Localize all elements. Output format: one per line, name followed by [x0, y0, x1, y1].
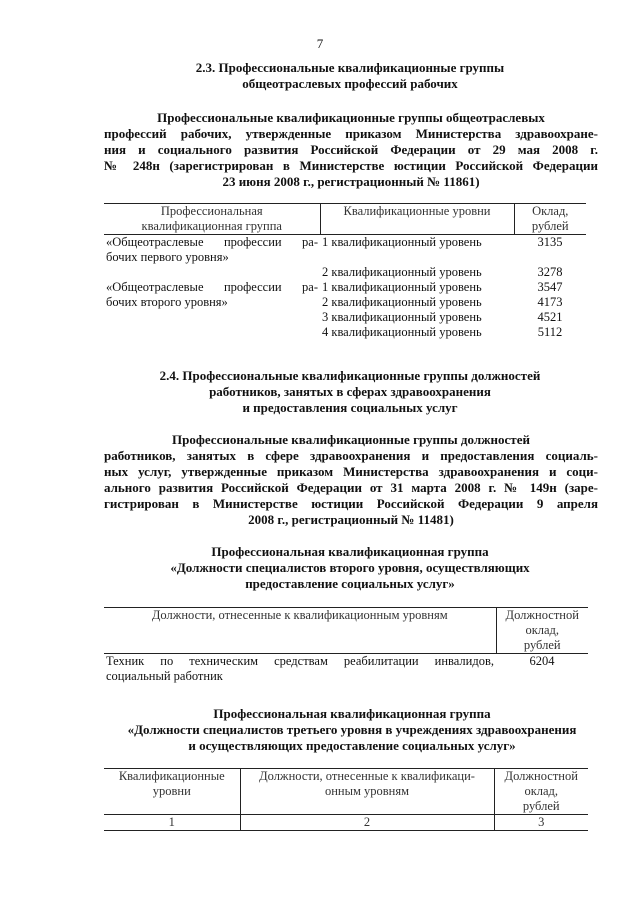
salary-cell: 3547	[537, 280, 563, 294]
paragraph-line: работников, занятых в сфере здравоохранения и предоставления социаль-	[104, 448, 598, 463]
salary-cell: 3278	[537, 265, 563, 279]
title-line: «Должности специалистов третьего уровня в учреждениях здравоохранения	[127, 722, 577, 737]
table-header-row	[104, 608, 588, 654]
paragraph-line: профессий рабочих, утвержденные приказом Министерства здравоохране-	[104, 126, 598, 141]
position-cell: Техник по техническим средствам реабилитации инвалидов, социальный работник	[106, 654, 494, 683]
paragraph-line: 23 июня 2008 г., регистрационный № 11861)	[222, 174, 480, 189]
title-line: Профессиональная квалификационная группа	[213, 706, 491, 721]
table-row	[104, 310, 586, 325]
title-line: предоставление социальных услуг»	[245, 576, 455, 591]
group-cell: «Общеотраслевые профессии ра- бочих первого уровня»	[106, 235, 318, 264]
header-salary: Должностной оклад, рублей	[494, 769, 588, 815]
table-header-row	[104, 204, 586, 235]
heading-line: работников, занятых в сферах здравоохранения	[209, 384, 491, 399]
group-3-title	[92, 706, 612, 754]
section-2-4-paragraph	[104, 432, 598, 528]
table-row	[104, 280, 586, 295]
heading-line: 2.3. Профессиональные квалификационные группы	[195, 60, 505, 75]
heading-line: общеотраслевых профессий рабочих	[242, 76, 458, 91]
salary-cell: 5112	[537, 325, 563, 339]
paragraph-line: гистрирован в Министерстве юстиции Российской Федерации 9 апреля	[104, 496, 598, 511]
header-positions: Должности, отнесенные к квалификаци- онным уровням	[240, 769, 494, 815]
section-2-4-heading	[100, 368, 600, 416]
group-cell: «Общеотраслевые профессии ра-	[106, 280, 318, 294]
level-cell: 4 квалификационный уровень	[322, 325, 482, 339]
table-row	[104, 235, 586, 266]
heading-line: и предоставления социальных услуг	[242, 400, 458, 415]
salary-cell: 3135	[537, 235, 563, 249]
group-cell	[104, 310, 320, 325]
heading-line: 2.4. Профессиональные квалификационные группы должностей	[159, 368, 541, 383]
salary-cell: 4173	[537, 295, 563, 309]
level-cell: 2 квалификационный уровень	[322, 295, 482, 309]
header-positions: Должности, отнесенные к квалификационным уровням	[104, 608, 496, 654]
group-2-title	[100, 544, 600, 592]
column-number: 1	[104, 815, 240, 831]
page-number: 7	[316, 36, 324, 51]
header-levels: Квалификационные уровни	[104, 769, 240, 815]
paragraph-line: 2008 г., регистрационный № 11481)	[248, 512, 454, 527]
section-2-3-paragraph	[104, 110, 598, 190]
table-row	[104, 654, 588, 685]
title-line: «Должности специалистов второго уровня, осуществляющих	[170, 560, 530, 575]
title-line: Профессиональная квалификационная группа	[211, 544, 489, 559]
column-number: 2	[240, 815, 494, 831]
column-number: 3	[494, 815, 588, 831]
header-salary: Должностной оклад, рублей	[496, 608, 588, 654]
title-line: и осуществляющих предоставление социальных услуг»	[188, 738, 516, 753]
group-cell	[104, 265, 320, 280]
salary-cell: 6204	[529, 654, 555, 668]
header-levels: Квалификационные уровни	[320, 204, 514, 235]
paragraph-line: ных услуг, утвержденные приказом Министерства здравоохранения и соци-	[104, 464, 598, 479]
table-header-row	[104, 769, 588, 815]
table-row	[104, 295, 586, 310]
paragraph-line: Профессиональные квалификационные группы общеотраслевых	[157, 110, 545, 125]
paragraph-line: ального развития Российской Федерации от 31 марта 2008 г. № 149н (заре-	[104, 480, 598, 495]
social-specialists-table	[104, 607, 588, 684]
salary-cell: 4521	[537, 310, 563, 324]
paragraph-line: № 248н (зарегистрирован в Министерстве юстиции Российской Федерации	[104, 158, 598, 173]
table-row	[104, 325, 586, 340]
paragraph-line: ния и социального развития Российской Федерации от 29 мая 2008 г.	[104, 142, 598, 157]
level-cell: 3 квалификационный уровень	[322, 310, 482, 324]
third-level-specialists-table	[104, 768, 588, 831]
paragraph-line: Профессиональные квалификационные группы должностей	[172, 432, 530, 447]
level-cell: 1 квалификационный уровень	[322, 280, 482, 294]
workers-salary-table	[104, 203, 586, 340]
table-row	[104, 265, 586, 280]
column-number-row	[104, 815, 588, 831]
group-cell	[104, 325, 320, 340]
section-2-3-heading	[100, 60, 600, 92]
header-group: Профессиональная квалификационная группа	[104, 204, 320, 235]
level-cell: 1 квалификационный уровень	[322, 235, 482, 249]
header-salary: Оклад, рублей	[514, 204, 586, 235]
group-cell: бочих второго уровня»	[106, 295, 228, 309]
level-cell: 2 квалификационный уровень	[322, 265, 482, 279]
